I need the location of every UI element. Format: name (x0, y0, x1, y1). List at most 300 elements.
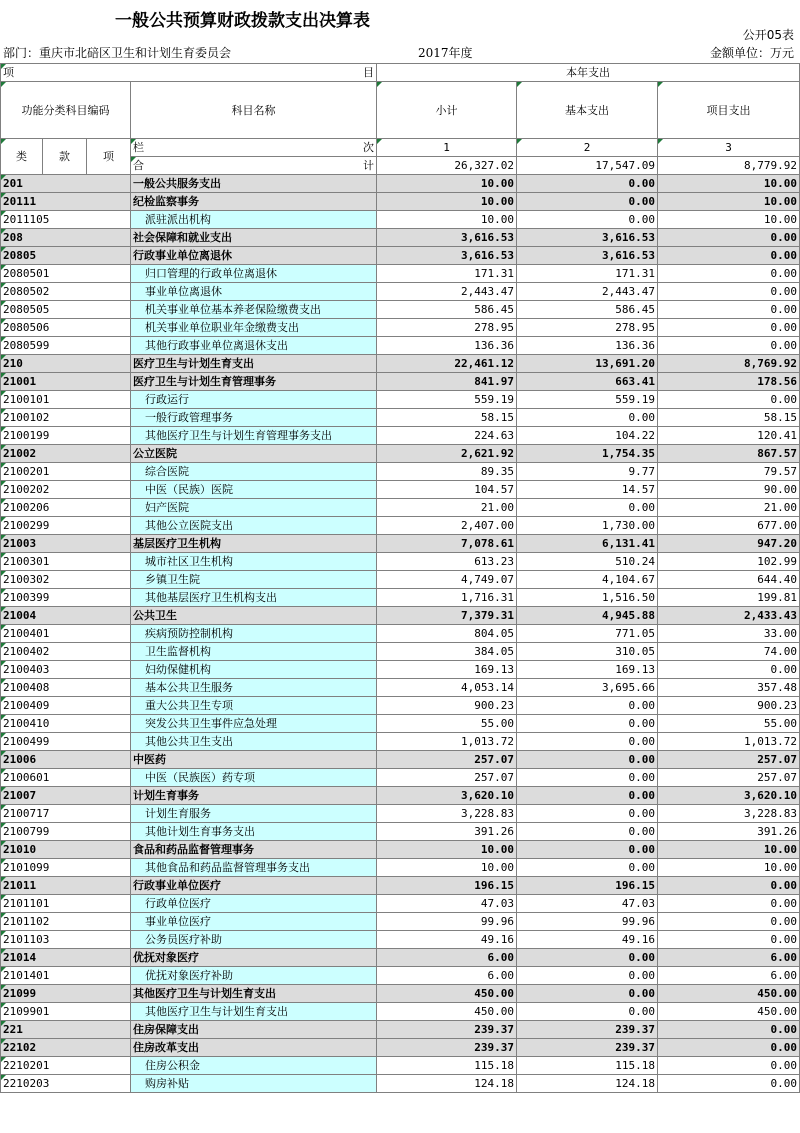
row-project: 0.00 (658, 247, 800, 265)
row-subject-name: 派驻派出机构 (131, 211, 377, 229)
row-subtotal: 4,053.14 (377, 679, 517, 697)
row-project: 6.00 (658, 967, 800, 985)
row-subject-name: 综合医院 (131, 463, 377, 481)
table-row (1, 1039, 800, 1057)
table-row (1, 913, 800, 931)
row-subtotal: 2,621.92 (377, 445, 517, 463)
row-project: 0.00 (658, 319, 800, 337)
table-row (1, 211, 800, 229)
row-basic: 1,516.50 (517, 589, 658, 607)
table-row (1, 517, 800, 535)
row-basic: 0.00 (517, 715, 658, 733)
table-row (1, 499, 800, 517)
row-basic: 4,945.88 (517, 607, 658, 625)
row-subject-name: 公共卫生 (131, 607, 377, 625)
table-row (1, 445, 800, 463)
row-code: 2011105 (1, 211, 131, 229)
row-project: 867.57 (658, 445, 800, 463)
row-basic: 104.22 (517, 427, 658, 445)
header-subject-name: 科目名称 (131, 82, 377, 139)
row-subtotal: 278.95 (377, 319, 517, 337)
fiscal-year: 2017年度 (418, 46, 473, 60)
row-subtotal: 559.19 (377, 391, 517, 409)
row-subtotal: 841.97 (377, 373, 517, 391)
row-project: 0.00 (658, 661, 800, 679)
row-subtotal: 3,228.83 (377, 805, 517, 823)
row-subject-name: 行政事业单位医疗 (131, 877, 377, 895)
table-row (1, 625, 800, 643)
row-subtotal: 22,461.12 (377, 355, 517, 373)
row-project: 1,013.72 (658, 733, 800, 751)
row-subtotal: 257.07 (377, 769, 517, 787)
row-code: 2101401 (1, 967, 131, 985)
row-basic: 99.96 (517, 913, 658, 931)
row-subject-name: 行政单位医疗 (131, 895, 377, 913)
table-row (1, 301, 800, 319)
table-row (1, 715, 800, 733)
department-label: 部门：重庆市北碚区卫生和计划生育委员会 (3, 46, 232, 60)
row-basic: 0.00 (517, 499, 658, 517)
row-project: 3,620.10 (658, 787, 800, 805)
row-project: 0.00 (658, 265, 800, 283)
table-row (1, 427, 800, 445)
row-code: 2100409 (1, 697, 131, 715)
header-func-code: 功能分类科目编码 (1, 82, 131, 139)
table-row (1, 769, 800, 787)
row-code: 2100399 (1, 589, 131, 607)
row-subject-name: 计划生育事务 (131, 787, 377, 805)
row-project: 21.00 (658, 499, 800, 517)
row-subtotal: 257.07 (377, 751, 517, 769)
row-project: 0.00 (658, 283, 800, 301)
table-row (1, 787, 800, 805)
row-subtotal: 196.15 (377, 877, 517, 895)
row-project: 0.00 (658, 337, 800, 355)
row-subject-name: 住房保障支出 (131, 1021, 377, 1039)
row-subtotal: 804.05 (377, 625, 517, 643)
row-code: 2100403 (1, 661, 131, 679)
header-item-cell (1, 64, 377, 82)
row-basic: 239.37 (517, 1021, 658, 1039)
row-project: 10.00 (658, 859, 800, 877)
row-subtotal: 10.00 (377, 211, 517, 229)
table-row (1, 967, 800, 985)
row-basic: 1,754.35 (517, 445, 658, 463)
row-subtotal: 224.63 (377, 427, 517, 445)
row-code: 221 (1, 1021, 131, 1039)
row-subtotal: 6.00 (377, 967, 517, 985)
row-basic: 0.00 (517, 769, 658, 787)
table-row (1, 571, 800, 589)
row-basic: 14.57 (517, 481, 658, 499)
row-code: 2100201 (1, 463, 131, 481)
row-code: 2101099 (1, 859, 131, 877)
table-row (1, 877, 800, 895)
row-subject-name: 乡镇卫生院 (131, 571, 377, 589)
row-project: 357.48 (658, 679, 800, 697)
row-basic: 3,616.53 (517, 229, 658, 247)
table-row (1, 949, 800, 967)
row-subject-name: 机关事业单位基本养老保险缴费支出 (131, 301, 377, 319)
row-code: 2100410 (1, 715, 131, 733)
row-code: 20805 (1, 247, 131, 265)
row-code: 2100499 (1, 733, 131, 751)
row-subject-name: 其他医疗卫生与计划生育支出 (131, 985, 377, 1003)
row-subtotal: 450.00 (377, 985, 517, 1003)
row-basic: 0.00 (517, 985, 658, 1003)
row-subject-name: 优抚对象医疗补助 (131, 967, 377, 985)
row-code: 2080599 (1, 337, 131, 355)
header-item-right: 目 (363, 66, 374, 79)
row-basic: 47.03 (517, 895, 658, 913)
row-subject-name: 疾病预防控制机构 (131, 625, 377, 643)
table-row (1, 985, 800, 1003)
row-basic: 1,730.00 (517, 517, 658, 535)
row-code: 21007 (1, 787, 131, 805)
row-project: 450.00 (658, 985, 800, 1003)
row-project: 450.00 (658, 1003, 800, 1021)
row-project: 644.40 (658, 571, 800, 589)
row-subject-name: 纪检监察事务 (131, 193, 377, 211)
table-row (1, 355, 800, 373)
row-subject-name: 重大公共卫生专项 (131, 697, 377, 715)
row-code: 2109901 (1, 1003, 131, 1021)
row-code: 21010 (1, 841, 131, 859)
row-subject-name: 其他行政事业单位离退休支出 (131, 337, 377, 355)
row-basic: 0.00 (517, 823, 658, 841)
row-subject-name: 其他计划生育事务支出 (131, 823, 377, 841)
row-basic: 0.00 (517, 841, 658, 859)
row-subject-name: 住房改革支出 (131, 1039, 377, 1057)
row-subtotal: 3,616.53 (377, 247, 517, 265)
row-subject-name: 中医（民族）医院 (131, 481, 377, 499)
row-basic: 510.24 (517, 553, 658, 571)
table-row (1, 841, 800, 859)
table-row (1, 679, 800, 697)
row-code: 21011 (1, 877, 131, 895)
row-project: 199.81 (658, 589, 800, 607)
table-row (1, 319, 800, 337)
row-basic: 559.19 (517, 391, 658, 409)
row-basic: 0.00 (517, 967, 658, 985)
row-basic: 239.37 (517, 1039, 658, 1057)
table-row (1, 481, 800, 499)
row-basic: 0.00 (517, 697, 658, 715)
table-row (1, 859, 800, 877)
row-subject-name: 中医（民族医）药专项 (131, 769, 377, 787)
table-row (1, 751, 800, 769)
row-basic: 0.00 (517, 805, 658, 823)
row-subject-name: 事业单位离退休 (131, 283, 377, 301)
total-basic: 17,547.09 (517, 157, 658, 175)
report-title: 一般公共预算财政拨款支出决算表 (115, 11, 370, 31)
row-code: 201 (1, 175, 131, 193)
row-project: 900.23 (658, 697, 800, 715)
row-subject-name: 机关事业单位职业年金缴费支出 (131, 319, 377, 337)
row-project: 3,228.83 (658, 805, 800, 823)
row-project: 178.56 (658, 373, 800, 391)
row-basic: 3,616.53 (517, 247, 658, 265)
row-subject-name: 妇幼保健机构 (131, 661, 377, 679)
row-subject-name: 其他医疗卫生与计划生育管理事务支出 (131, 427, 377, 445)
row-subject-name: 归口管理的行政单位离退休 (131, 265, 377, 283)
header-xiang: 项 (87, 139, 131, 175)
table-row (1, 1003, 800, 1021)
row-code: 2100601 (1, 769, 131, 787)
row-project: 120.41 (658, 427, 800, 445)
row-project: 0.00 (658, 1039, 800, 1057)
row-subject-name: 其他公立医院支出 (131, 517, 377, 535)
row-basic: 3,695.66 (517, 679, 658, 697)
row-subtotal: 4,749.07 (377, 571, 517, 589)
row-code: 2101101 (1, 895, 131, 913)
row-project: 33.00 (658, 625, 800, 643)
row-basic: 0.00 (517, 193, 658, 211)
row-subtotal: 47.03 (377, 895, 517, 913)
row-project: 74.00 (658, 643, 800, 661)
row-project: 0.00 (658, 895, 800, 913)
row-code: 21003 (1, 535, 131, 553)
row-basic: 9.77 (517, 463, 658, 481)
row-project: 0.00 (658, 391, 800, 409)
table-row (1, 823, 800, 841)
row-subject-name: 妇产医院 (131, 499, 377, 517)
row-project: 391.26 (658, 823, 800, 841)
header-lan: 栏 (133, 141, 144, 154)
row-subtotal: 171.31 (377, 265, 517, 283)
row-code: 20111 (1, 193, 131, 211)
row-subtotal: 3,620.10 (377, 787, 517, 805)
row-code: 22102 (1, 1039, 131, 1057)
header-lanci (131, 139, 377, 157)
row-subtotal: 21.00 (377, 499, 517, 517)
row-project: 677.00 (658, 517, 800, 535)
table-row (1, 697, 800, 715)
row-subtotal: 1,716.31 (377, 589, 517, 607)
row-code: 21006 (1, 751, 131, 769)
row-code: 2100402 (1, 643, 131, 661)
table-row (1, 643, 800, 661)
row-project: 90.00 (658, 481, 800, 499)
row-basic: 0.00 (517, 211, 658, 229)
row-subtotal: 384.05 (377, 643, 517, 661)
row-project: 102.99 (658, 553, 800, 571)
row-basic: 2,443.47 (517, 283, 658, 301)
table-row (1, 1075, 800, 1093)
row-subtotal: 89.35 (377, 463, 517, 481)
row-code: 210 (1, 355, 131, 373)
row-project: 0.00 (658, 229, 800, 247)
row-subtotal: 169.13 (377, 661, 517, 679)
row-subtotal: 115.18 (377, 1057, 517, 1075)
row-subject-name: 公务员医疗补助 (131, 931, 377, 949)
row-code: 21002 (1, 445, 131, 463)
row-subject-name: 医疗卫生与计划生育支出 (131, 355, 377, 373)
row-project: 79.57 (658, 463, 800, 481)
header-col-3: 3 (658, 139, 800, 157)
row-code: 2100102 (1, 409, 131, 427)
row-subtotal: 10.00 (377, 193, 517, 211)
row-code: 21099 (1, 985, 131, 1003)
total-ji: 计 (363, 159, 374, 172)
row-subtotal: 7,078.61 (377, 535, 517, 553)
row-subject-name: 事业单位医疗 (131, 913, 377, 931)
row-basic: 0.00 (517, 787, 658, 805)
row-subtotal: 124.18 (377, 1075, 517, 1093)
row-basic: 278.95 (517, 319, 658, 337)
table-row (1, 283, 800, 301)
row-code: 2080501 (1, 265, 131, 283)
table-row (1, 229, 800, 247)
row-subtotal: 136.36 (377, 337, 517, 355)
row-project: 55.00 (658, 715, 800, 733)
row-subject-name: 基层医疗卫生机构 (131, 535, 377, 553)
row-subtotal: 239.37 (377, 1021, 517, 1039)
row-project: 10.00 (658, 175, 800, 193)
table-row (1, 193, 800, 211)
table-row (1, 895, 800, 913)
row-basic: 586.45 (517, 301, 658, 319)
table-row (1, 409, 800, 427)
total-project: 8,779.92 (658, 157, 800, 175)
row-subject-name: 社会保障和就业支出 (131, 229, 377, 247)
row-code: 2100301 (1, 553, 131, 571)
row-subject-name: 医疗卫生与计划生育管理事务 (131, 373, 377, 391)
row-code: 2080502 (1, 283, 131, 301)
row-project: 10.00 (658, 193, 800, 211)
row-subtotal: 613.23 (377, 553, 517, 571)
row-subject-name: 突发公共卫生事件应急处理 (131, 715, 377, 733)
row-subtotal: 391.26 (377, 823, 517, 841)
header-item-left: 项 (3, 66, 14, 79)
row-basic: 13,691.20 (517, 355, 658, 373)
row-subject-name: 其他公共卫生支出 (131, 733, 377, 751)
row-subtotal: 10.00 (377, 175, 517, 193)
table-row (1, 391, 800, 409)
row-subject-name: 食品和药品监督管理事务 (131, 841, 377, 859)
row-project: 0.00 (658, 877, 800, 895)
row-project: 58.15 (658, 409, 800, 427)
row-code: 2100302 (1, 571, 131, 589)
row-project: 0.00 (658, 1021, 800, 1039)
row-subject-name: 基本公共卫生服务 (131, 679, 377, 697)
header-project: 项目支出 (658, 82, 800, 139)
table-row (1, 1021, 800, 1039)
row-code: 2100408 (1, 679, 131, 697)
row-basic: 0.00 (517, 1003, 658, 1021)
row-subtotal: 3,616.53 (377, 229, 517, 247)
row-code: 2100799 (1, 823, 131, 841)
row-code: 2100717 (1, 805, 131, 823)
row-subject-name: 一般行政管理事务 (131, 409, 377, 427)
form-code: 公开05表 (742, 28, 794, 42)
row-subtotal: 2,407.00 (377, 517, 517, 535)
row-project: 10.00 (658, 841, 800, 859)
row-subtotal: 58.15 (377, 409, 517, 427)
row-subtotal: 10.00 (377, 859, 517, 877)
table-row (1, 175, 800, 193)
row-basic: 136.36 (517, 337, 658, 355)
row-subject-name: 计划生育服务 (131, 805, 377, 823)
table-row (1, 463, 800, 481)
header-basic: 基本支出 (517, 82, 658, 139)
row-project: 257.07 (658, 769, 800, 787)
table-row (1, 553, 800, 571)
row-code: 2100299 (1, 517, 131, 535)
row-code: 2101102 (1, 913, 131, 931)
table-row (1, 607, 800, 625)
row-subject-name: 其他基层医疗卫生机构支出 (131, 589, 377, 607)
row-project: 8,769.92 (658, 355, 800, 373)
row-code: 2100199 (1, 427, 131, 445)
row-basic: 0.00 (517, 733, 658, 751)
report-meta (0, 44, 800, 62)
row-subtotal: 6.00 (377, 949, 517, 967)
row-subject-name: 住房公积金 (131, 1057, 377, 1075)
row-code: 2210201 (1, 1057, 131, 1075)
row-subtotal: 99.96 (377, 913, 517, 931)
row-subject-name: 优抚对象医疗 (131, 949, 377, 967)
row-code: 208 (1, 229, 131, 247)
header-row-2 (1, 82, 800, 139)
row-code: 21004 (1, 607, 131, 625)
row-code: 2100101 (1, 391, 131, 409)
row-subject-name: 城市社区卫生机构 (131, 553, 377, 571)
row-subtotal: 7,379.31 (377, 607, 517, 625)
row-project: 0.00 (658, 913, 800, 931)
header-lei: 类 (1, 139, 43, 175)
table-row (1, 661, 800, 679)
table-row (1, 247, 800, 265)
row-subject-name: 行政事业单位离退休 (131, 247, 377, 265)
row-subject-name: 其他医疗卫生与计划生育支出 (131, 1003, 377, 1021)
header-current-year: 本年支出 (377, 64, 800, 82)
row-code: 2100202 (1, 481, 131, 499)
row-subtotal: 450.00 (377, 1003, 517, 1021)
row-subtotal: 2,443.47 (377, 283, 517, 301)
row-project: 0.00 (658, 1057, 800, 1075)
total-label (131, 157, 377, 175)
row-subtotal: 239.37 (377, 1039, 517, 1057)
table-row (1, 337, 800, 355)
header-row-1 (1, 64, 800, 82)
row-basic: 196.15 (517, 877, 658, 895)
row-basic: 0.00 (517, 949, 658, 967)
row-subject-name: 购房补贴 (131, 1075, 377, 1093)
row-subtotal: 55.00 (377, 715, 517, 733)
row-subtotal: 10.00 (377, 841, 517, 859)
row-basic: 0.00 (517, 751, 658, 769)
row-code: 21001 (1, 373, 131, 391)
row-project: 2,433.43 (658, 607, 800, 625)
header-row-4 (1, 139, 800, 157)
table-row (1, 535, 800, 553)
row-subtotal: 900.23 (377, 697, 517, 715)
total-he: 合 (133, 159, 144, 172)
amount-unit: 金额单位：万元 (709, 46, 794, 60)
row-code: 2100401 (1, 625, 131, 643)
table-row (1, 733, 800, 751)
header-subtotal: 小计 (377, 82, 517, 139)
row-basic: 0.00 (517, 409, 658, 427)
row-subtotal: 104.57 (377, 481, 517, 499)
total-subtotal: 26,327.02 (377, 157, 517, 175)
row-project: 6.00 (658, 949, 800, 967)
row-basic: 6,131.41 (517, 535, 658, 553)
row-subject-name: 公立医院 (131, 445, 377, 463)
row-code: 2080506 (1, 319, 131, 337)
row-code: 21014 (1, 949, 131, 967)
